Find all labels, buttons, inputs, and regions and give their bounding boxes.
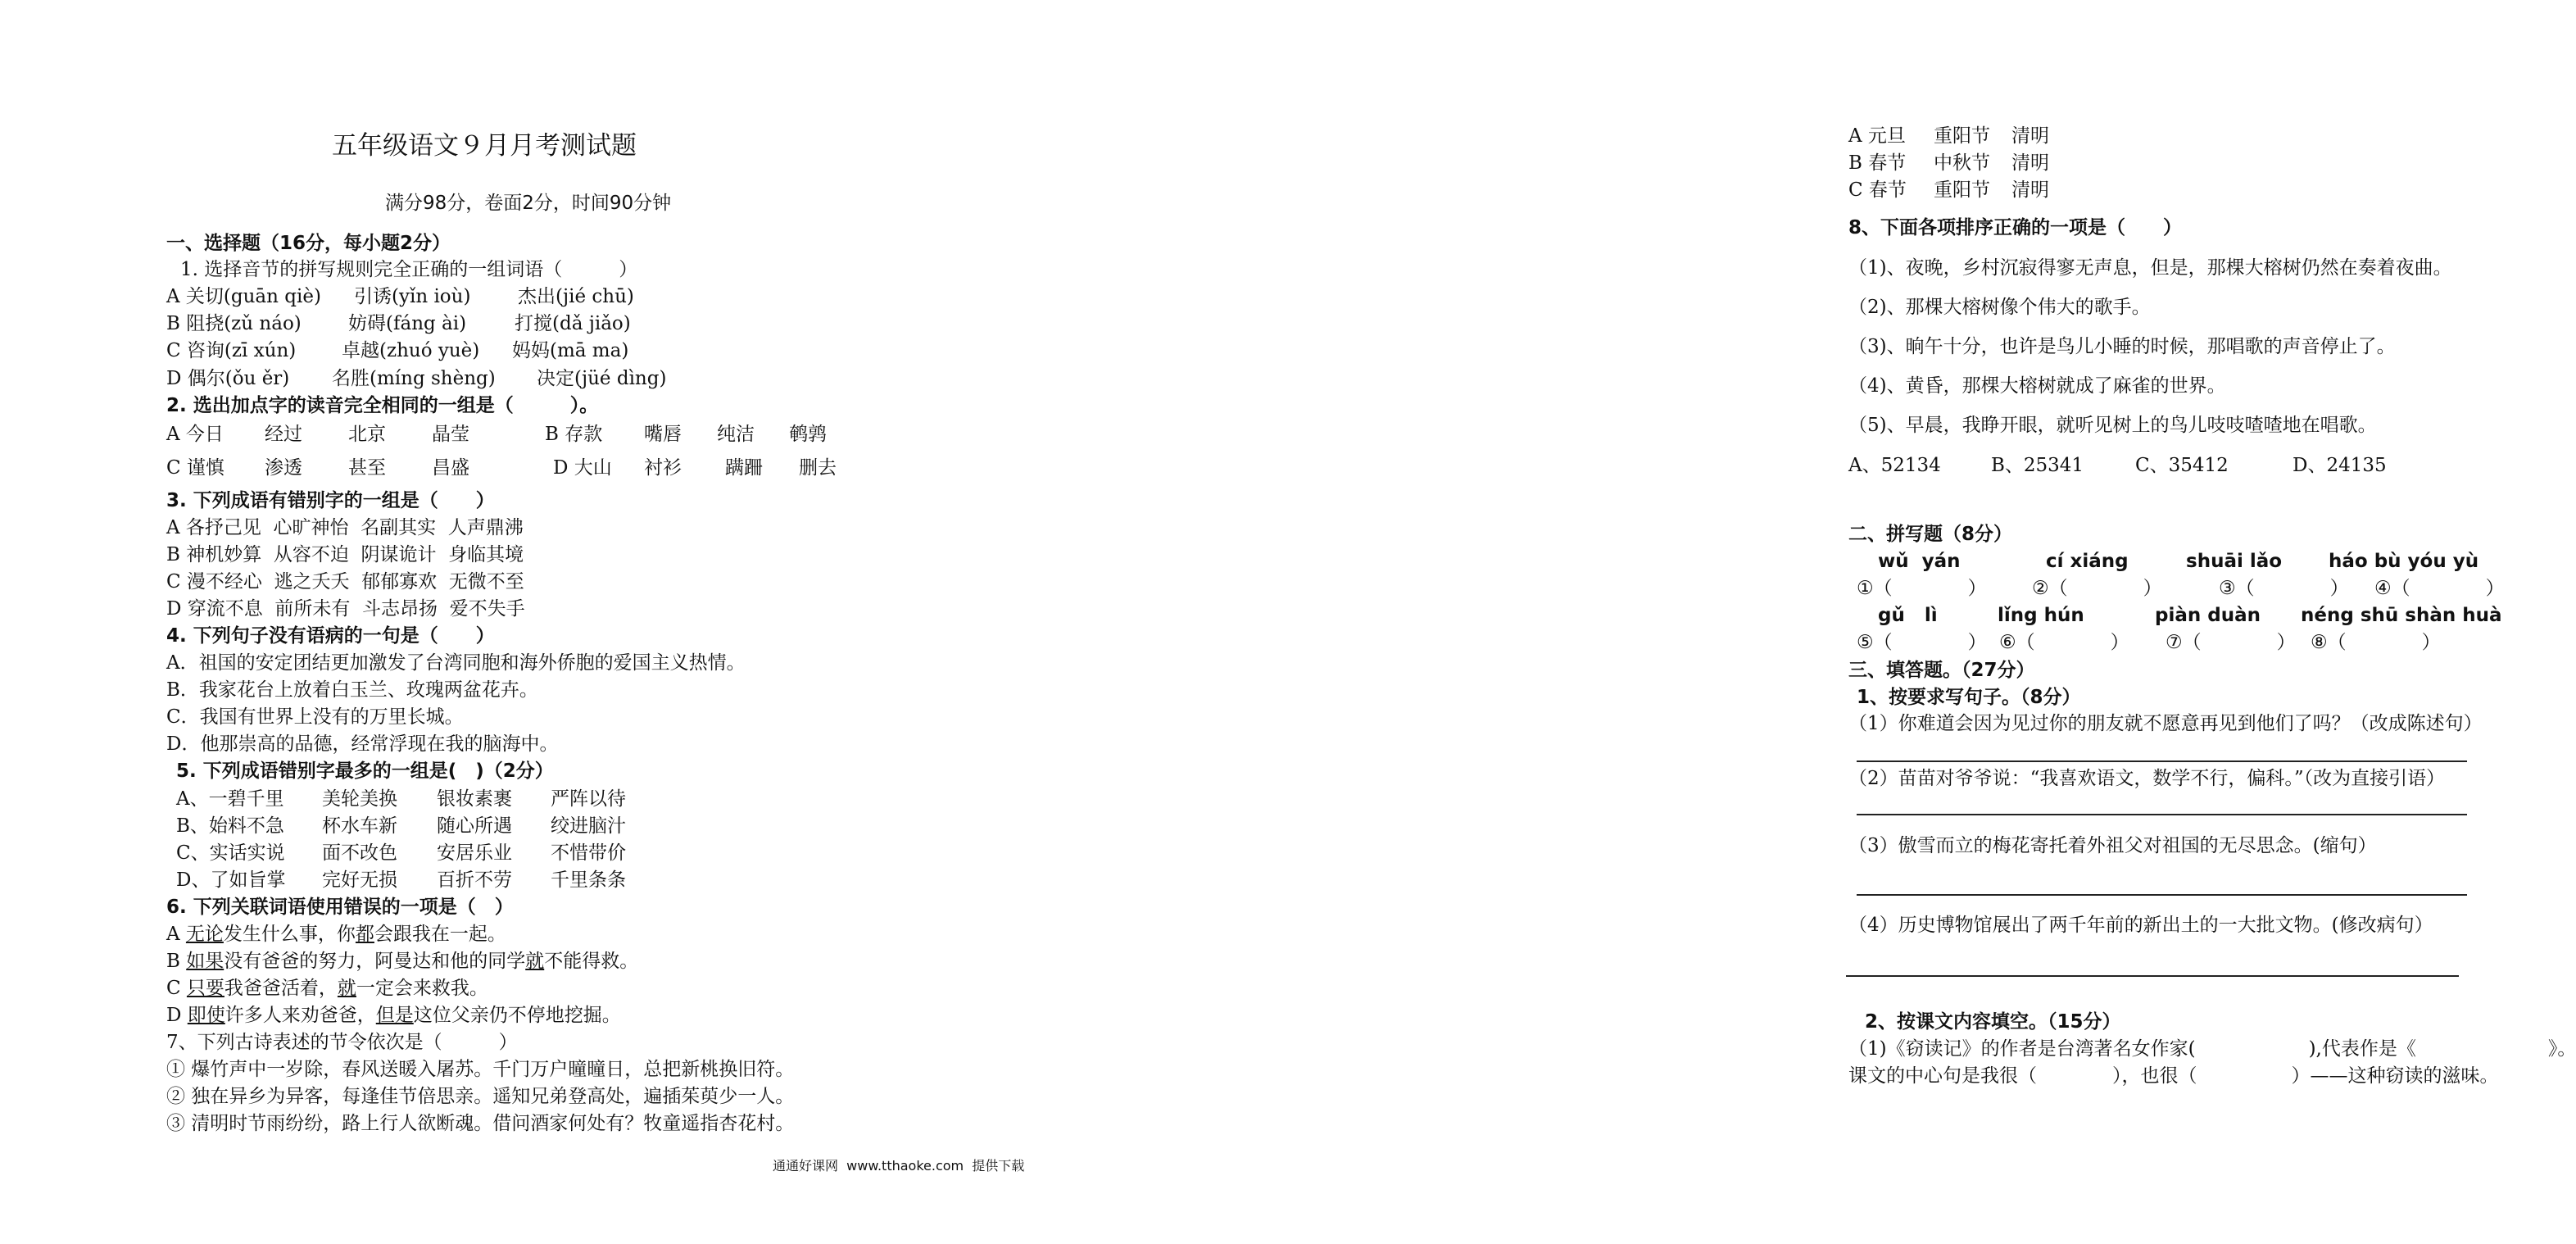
q3-row: D 穿流不息 前所未有 斗志昂扬 爱不失手 xyxy=(166,598,525,620)
q2-opt: 渗透 xyxy=(265,457,302,479)
q2-opt: D 大山 xyxy=(553,457,612,479)
q6-row xyxy=(166,1003,621,1028)
q4-row: A．祖国的安定团结更加激发了台湾同胞和海外侨胞的爱国主义热情。 xyxy=(166,652,746,674)
answer-blank[interactable]: ④（ ） xyxy=(2374,578,2505,599)
q6-text: 不能得救。 xyxy=(544,951,639,972)
q2-opt: 北京 xyxy=(348,424,386,445)
answer-blank[interactable]: ⑧（ ） xyxy=(2311,632,2441,653)
q5-opt: B、始料不急 xyxy=(176,815,284,837)
q6-letter: D xyxy=(166,1005,188,1026)
footer-credit: 通通好课网 www.tthaoke.com 提供下载 xyxy=(773,1158,1025,1174)
q1-opt: D 偶尔(ǒu ěr) xyxy=(166,368,290,389)
q2-opt: B 存款 xyxy=(545,424,603,445)
q6-text: 会跟我在一起。 xyxy=(374,924,506,945)
q7-opt: 重阳节 xyxy=(1934,125,1990,147)
q8-row: （5)、早晨，我睁开眼，就听见树上的鸟儿吱吱喳喳地在唱歌。 xyxy=(1848,415,2377,436)
s3-q2-line: 课文的中心句是我很（ ），也很（ ）——这种窃读的滋味。 xyxy=(1848,1065,2499,1087)
page-subtitle: 满分98分，卷面2分，时间90分钟 xyxy=(385,193,672,214)
s3-q1-item: （3）傲雪而立的梅花寄托着外祖父对祖国的无尽思念。(缩句） xyxy=(1848,835,2377,856)
s3-q1-stem: 1、按要求写句子。（8分） xyxy=(1857,687,2081,708)
q8-row: （4)、黄昏，那棵大榕树就成了麻雀的世界。 xyxy=(1848,375,2226,397)
q6-text: 许多人来劝爸爸， xyxy=(224,1005,376,1026)
q2-stem: 2. 选出加点字的读音完全相同的一组是（ ）。 xyxy=(166,395,599,416)
q5-opt: 银妆素裹 xyxy=(437,788,512,810)
q7-opt: B 春节 xyxy=(1848,152,1907,174)
q5-opt: 完好无损 xyxy=(322,869,397,891)
q8-opt: B、25341 xyxy=(1991,455,2084,476)
q5-opt: 不惜带价 xyxy=(551,842,626,864)
s3-q1-item: （1）你难道会因为见过你的朋友就不愿意再见到他们了吗？（改成陈述句） xyxy=(1848,713,2483,734)
q8-opt: C、35412 xyxy=(2135,455,2229,476)
q7-poem: ② 独在异乡为异客，每逢佳节倍思亲。遥知兄弟登高处，遍插茱萸少一人。 xyxy=(166,1086,795,1107)
q1-opt: 妨碍(fáng ài) xyxy=(348,313,467,334)
q8-row: （3)、晌午十分，也许是鸟儿小睡的时候，那唱歌的声音停止了。 xyxy=(1848,336,2396,357)
q6-row xyxy=(166,976,488,1001)
q7-opt: C 春节 xyxy=(1848,179,1907,201)
q7-opt: 中秋节 xyxy=(1934,152,1990,174)
q2-opt: C 谨慎 xyxy=(166,457,224,479)
answer-blank[interactable]: ⑥（ ） xyxy=(1999,632,2129,653)
pinyin: lǐng hún xyxy=(1998,605,2084,626)
pinyin: néng shū shàn huà xyxy=(2301,605,2502,626)
section3-heading: 三、填答题。（27分） xyxy=(1848,660,2035,681)
answer-line[interactable] xyxy=(1857,760,2467,762)
q3-row: B 神机妙算 从容不迫 阴谋诡计 身临其境 xyxy=(166,544,524,565)
q6-text: 我爸爸活着， xyxy=(224,978,338,999)
q6-connective: 只要 xyxy=(186,978,224,999)
q6-connective: 就 xyxy=(525,951,545,972)
q6-text: 发生什么事，你 xyxy=(223,924,356,945)
q1-opt: 杰出(jié chū) xyxy=(518,286,634,307)
q2-opt: 鹌鹑 xyxy=(789,424,827,445)
q1-opt: 决定(jüé dìng) xyxy=(537,368,667,389)
q8-opt: D、24135 xyxy=(2293,455,2387,476)
pinyin: piàn duàn xyxy=(2155,605,2261,626)
q2-opt: 纯洁 xyxy=(717,424,755,445)
q1-opt: 打搅(dǎ jiǎo) xyxy=(515,313,631,334)
q6-connective: 如果 xyxy=(186,951,224,972)
s3-q1-item: （4）历史博物馆展出了两千年前的新出土的一大批文物。(修改病句） xyxy=(1848,915,2433,936)
q6-text: 一定会来救我。 xyxy=(356,978,488,999)
q7-opt: 重阳节 xyxy=(1934,179,1990,201)
s3-q1-item: （2）苗苗对爷爷说：“我喜欢语文，数学不行，偏科。”（改为直接引语） xyxy=(1848,768,2446,789)
q2-opt: 删去 xyxy=(799,457,837,479)
q5-opt: 严阵以待 xyxy=(551,788,626,810)
q2-opt: A 今日 xyxy=(166,424,224,445)
answer-line[interactable] xyxy=(1857,814,2467,815)
answer-blank[interactable]: ①（ ） xyxy=(1857,578,1987,599)
q2-opt: 衬衫 xyxy=(644,457,682,479)
q2-opt: 蹒跚 xyxy=(725,457,763,479)
q2-opt: 晶莹 xyxy=(432,424,469,445)
q6-connective: 都 xyxy=(355,924,374,945)
q6-connective: 无论 xyxy=(185,924,224,945)
q6-row xyxy=(166,949,638,974)
q5-opt: 绞进脑汁 xyxy=(551,815,626,837)
q5-opt: 安居乐业 xyxy=(437,842,512,864)
q3-row: A 各抒己见 心旷神怡 名副其实 人声鼎沸 xyxy=(166,517,524,538)
q6-row xyxy=(166,922,506,947)
q6-connective: 就 xyxy=(337,978,356,999)
q8-opt: A、52134 xyxy=(1848,455,1941,476)
q6-connective: 但是 xyxy=(375,1005,414,1026)
q5-opt: 美轮美换 xyxy=(322,788,397,810)
q1-opt: B 阻挠(zǔ náo) xyxy=(166,313,302,334)
q4-row: D．他那崇高的品德，经常浮现在我的脑海中。 xyxy=(166,733,559,755)
q5-opt: D、了如旨掌 xyxy=(176,869,286,891)
q5-stem: 5. 下列成语错别字最多的一组是( )（2分） xyxy=(176,760,554,782)
q2-opt: 甚至 xyxy=(348,457,386,479)
q1-opt: 妈妈(mā ma) xyxy=(512,340,629,361)
q6-letter: A xyxy=(166,924,186,945)
answer-blank[interactable]: ⑦（ ） xyxy=(2166,632,2296,653)
q7-opt: A 元旦 xyxy=(1848,125,1906,147)
q1-opt: A 关切(guān qiè) xyxy=(166,286,321,307)
q1-opt: 引诱(yǐn ioù) xyxy=(354,286,471,307)
q4-stem: 4. 下列句子没有语病的一句是（ ） xyxy=(166,625,495,647)
pinyin: shuāi lǎo xyxy=(2186,551,2283,572)
s3-q2-stem: 2、按课文内容填空。（15分） xyxy=(1865,1011,2121,1033)
q3-stem: 3. 下列成语有错别字的一组是（ ） xyxy=(166,490,495,511)
q8-row: （2)、那棵大榕树像个伟大的歌手。 xyxy=(1848,297,2151,318)
q5-opt: C、实话实说 xyxy=(176,842,285,864)
q4-row: C．我国有世界上没有的万里长城。 xyxy=(166,706,464,728)
q1-opt: 卓越(zhuó yuè) xyxy=(342,340,480,361)
q1-stem: 1. 选择音节的拼写规则完全正确的一组词语（ ） xyxy=(180,259,638,280)
q5-opt: 随心所遇 xyxy=(437,815,512,837)
q7-stem: 7、下列古诗表述的节令依次是（ ） xyxy=(166,1032,518,1053)
answer-blank[interactable]: ③（ ） xyxy=(2219,578,2349,599)
page-title: 五年级语文９月月考测试题 xyxy=(332,131,637,161)
q6-letter: C xyxy=(166,978,187,999)
q6-letter: B xyxy=(166,951,187,972)
pinyin: wǔ yán xyxy=(1878,551,1961,572)
q7-opt: 清明 xyxy=(2011,152,2049,174)
q6-text: 没有爸爸的努力，阿曼达和他的同学 xyxy=(224,951,526,972)
q2-opt: 嘴唇 xyxy=(644,424,682,445)
q6-connective: 即使 xyxy=(187,1005,225,1026)
q6-stem: 6. 下列关联词语使用错误的一项是（ ） xyxy=(166,897,514,918)
q7-opt: 清明 xyxy=(2011,179,2049,201)
pinyin: háo bù yóu yù xyxy=(2329,551,2479,572)
answer-line[interactable] xyxy=(1846,975,2459,977)
q6-text: 这位父亲仍不停地挖掘。 xyxy=(413,1005,621,1026)
pinyin: gǔ lì xyxy=(1878,605,1938,626)
q5-opt: 面不改色 xyxy=(322,842,397,864)
section1-heading: 一、选择题（16分，每小题2分） xyxy=(166,233,451,254)
q7-opt: 清明 xyxy=(2011,125,2049,147)
q5-opt: 百折不劳 xyxy=(437,869,512,891)
q1-opt: C 咨询(zī xún) xyxy=(166,340,297,361)
section2-heading: 二、拼写题（8分） xyxy=(1848,524,2013,545)
answer-line[interactable] xyxy=(1857,894,2467,896)
q2-opt: 经过 xyxy=(265,424,302,445)
q5-opt: A、一碧千里 xyxy=(176,788,284,810)
q8-row: （1)、夜晚，乡村沉寂得寥无声息，但是，那棵大榕树仍然在奏着夜曲。 xyxy=(1848,257,2452,279)
q2-opt: 昌盛 xyxy=(432,457,469,479)
s3-q2-line: （1)《窃读记》的作者是台湾著名女作家( ),代表作是《 》。 xyxy=(1848,1038,2576,1060)
q1-opt: 名胜(míng shèng) xyxy=(332,368,496,389)
q7-poem: ③ 清明时节雨纷纷，路上行人欲断魂。借问酒家何处有？牧童遥指杏花村。 xyxy=(166,1113,795,1134)
q4-row: B．我家花台上放着白玉兰、玫瑰两盆花卉。 xyxy=(166,679,538,701)
pinyin: cí xiáng xyxy=(2046,551,2129,572)
q7-poem: ① 爆竹声中一岁除，春风送暖入屠苏。千门万户曈曈日，总把新桃换旧符。 xyxy=(166,1059,795,1080)
answer-blank[interactable]: ⑤（ ） xyxy=(1857,632,1987,653)
q8-stem: 8、下面各项排序正确的一项是（ ） xyxy=(1848,217,2183,238)
q3-row: C 漫不经心 逃之夭夭 郁郁寡欢 无微不至 xyxy=(166,571,524,592)
q5-opt: 千里条条 xyxy=(551,869,626,891)
answer-blank[interactable]: ②（ ） xyxy=(2032,578,2162,599)
q5-opt: 杯水车新 xyxy=(322,815,397,837)
